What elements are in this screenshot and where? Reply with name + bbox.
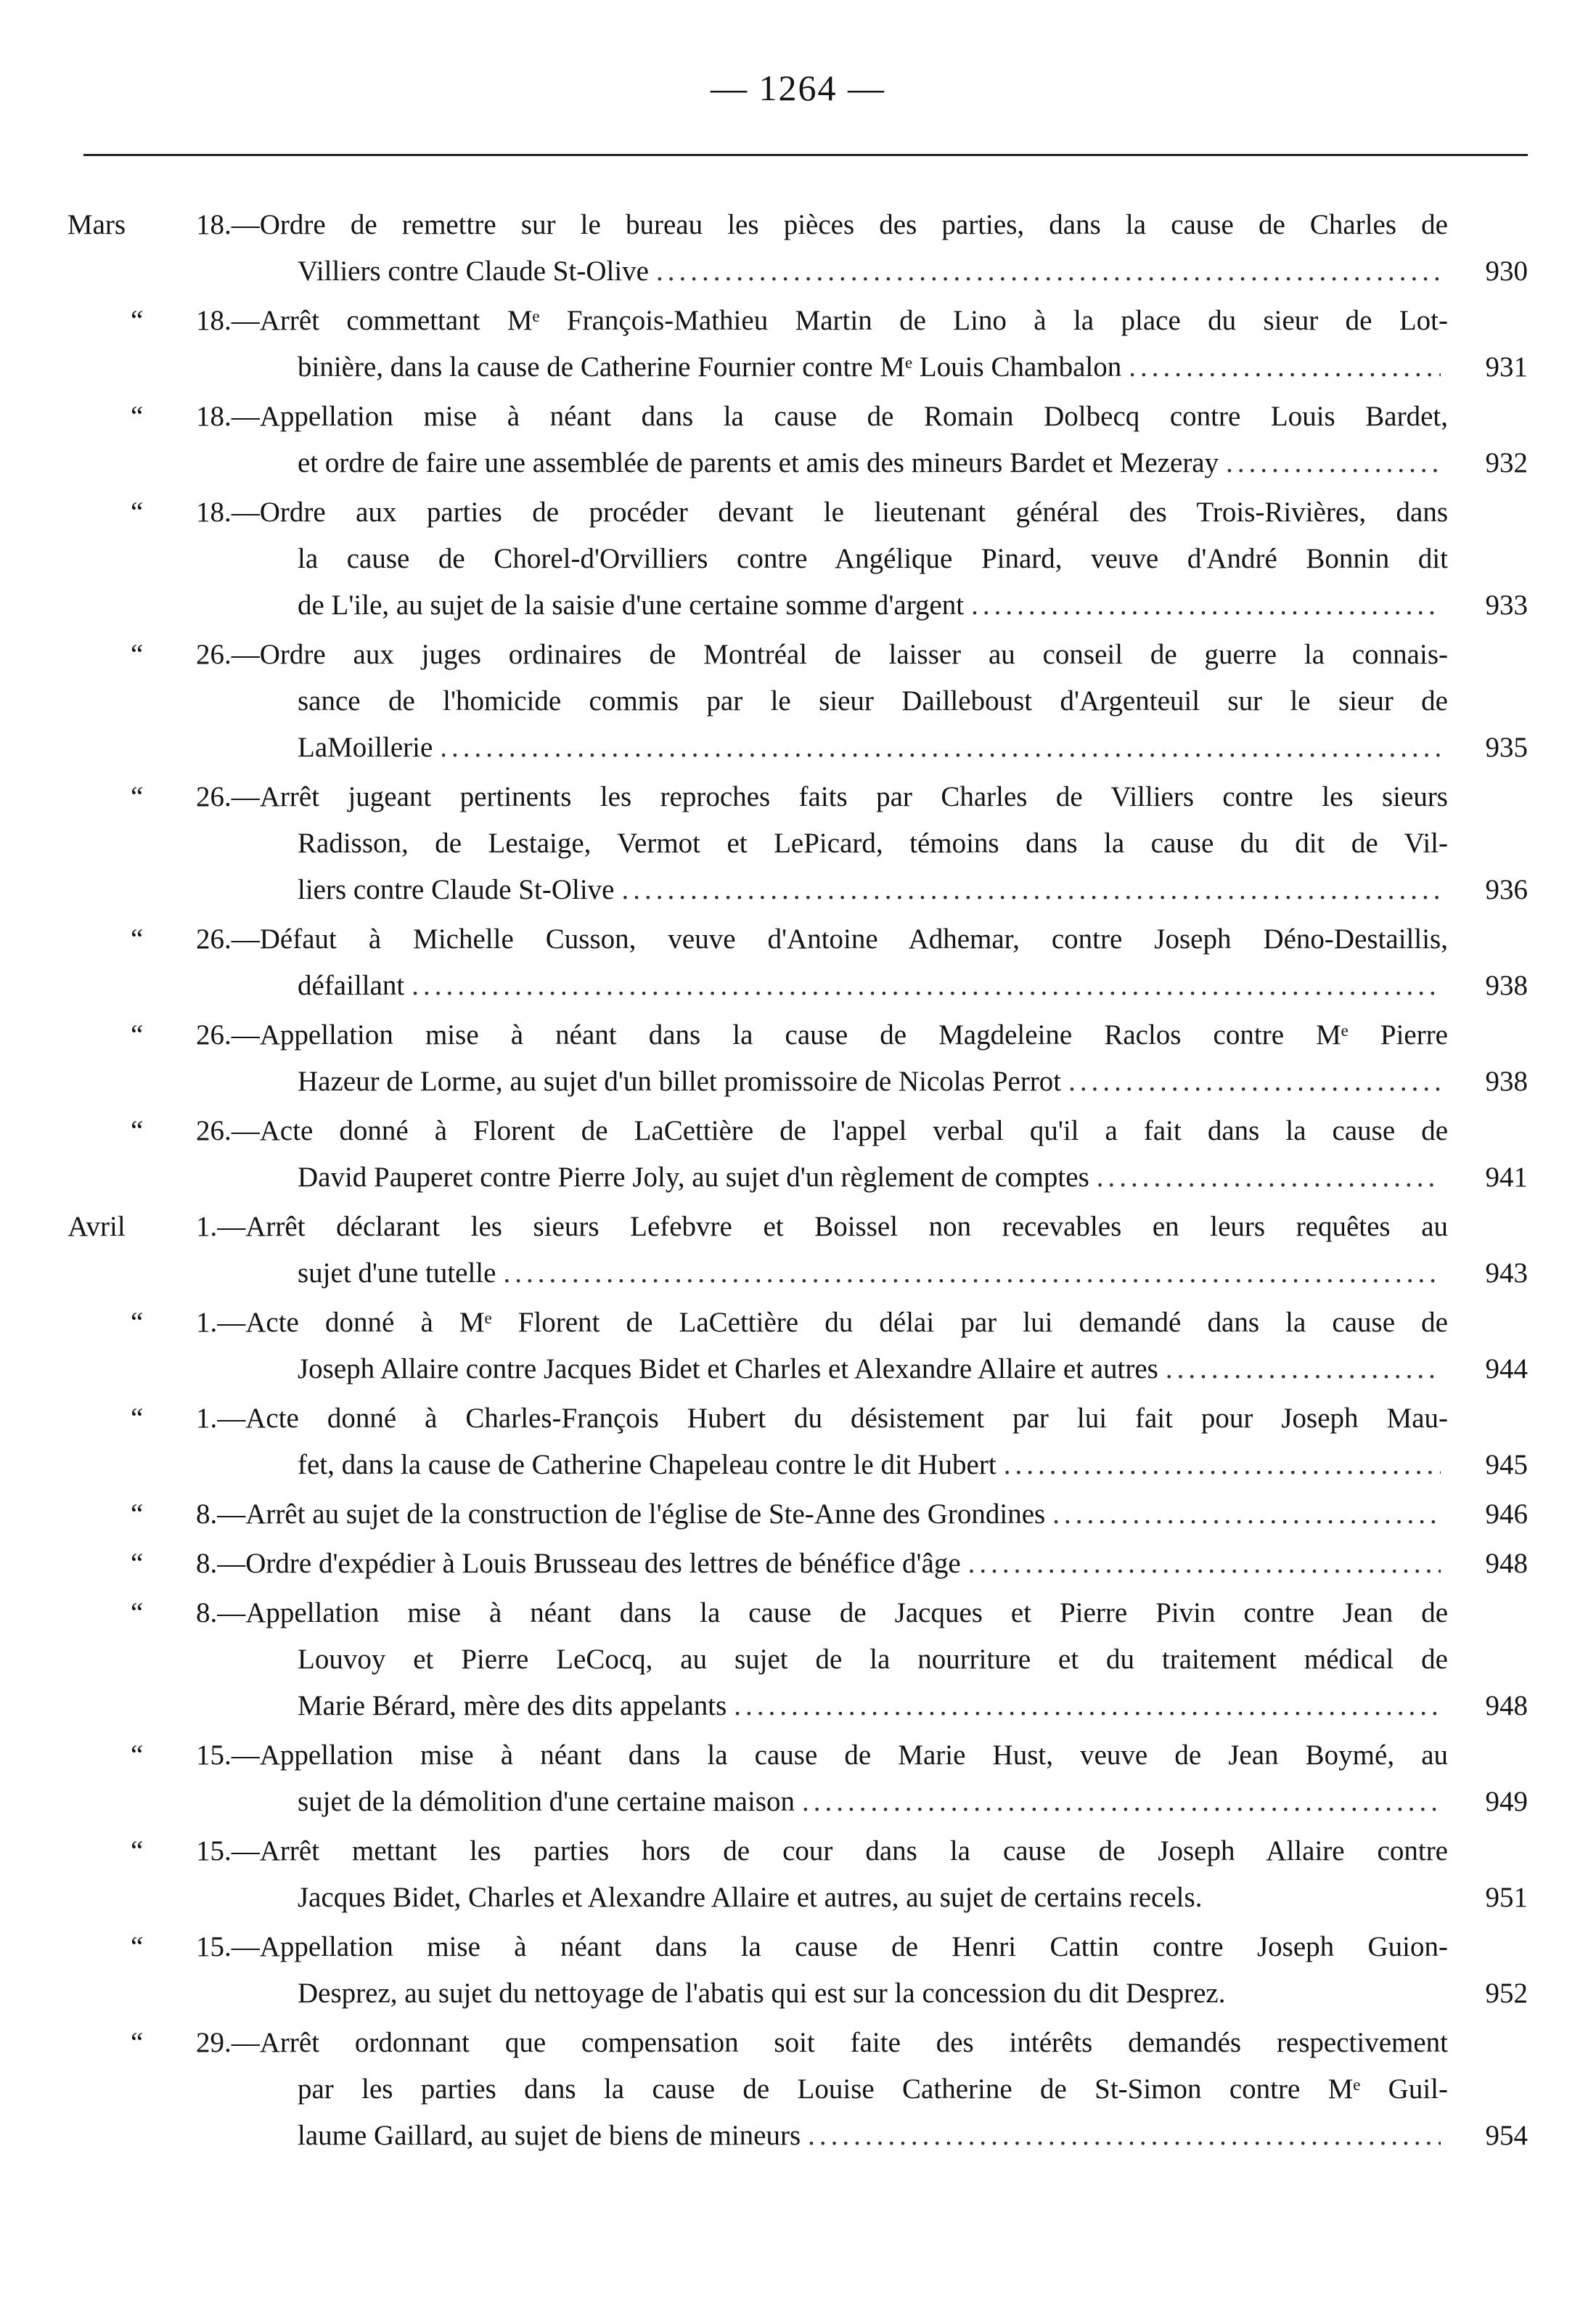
entry-page-number: 948 <box>1485 1548 1528 1579</box>
list-item <box>0 1924 1596 2017</box>
entry-page-number: 936 <box>1485 874 1528 905</box>
list-item <box>0 1395 1596 1488</box>
leader-dots <box>1226 440 1441 486</box>
ditto-mark: “ <box>131 639 144 670</box>
ditto-mark: “ <box>131 305 144 336</box>
entry-continuation-line: Radisson, de Lestaige, Vermot et LePicard, témoins dans la cause du dit de Vil- <box>298 828 1448 859</box>
entry-month: Mars <box>67 209 126 240</box>
ditto-mark: “ <box>131 1597 144 1628</box>
entry-first-line: 26.—Appellation mise à néant dans la cause de Magdeleine Raclos contre Mᵉ Pierre <box>196 1019 1448 1051</box>
entry-page-number: 948 <box>1485 1690 1528 1721</box>
entry-content <box>196 1108 1528 1201</box>
entry-last-line <box>196 582 1448 629</box>
entry-last-line <box>196 1442 1448 1488</box>
list-item <box>0 1108 1596 1201</box>
entry-page-number: 931 <box>1485 351 1528 383</box>
leader-dots <box>412 963 1441 1009</box>
ditto-mark: “ <box>131 1115 144 1146</box>
entry-first-line: 8.—Appellation mise à néant dans la cause de Jacques et Pierre Pivin contre Jean de <box>196 1597 1448 1628</box>
entry-first-line: 1.—Acte donné à Charles-François Hubert du désistement par lui fait pour Joseph Mau- <box>196 1403 1448 1434</box>
leader-dots <box>968 1541 1441 1587</box>
entry-month: Avril <box>67 1211 126 1242</box>
entry-last-line <box>196 2113 1448 2159</box>
list-item <box>0 1590 1596 1729</box>
entry-content <box>196 298 1528 391</box>
leader-dots <box>621 867 1441 913</box>
leader-dots <box>656 248 1441 295</box>
entry-content <box>196 916 1528 1009</box>
entry-content <box>196 489 1528 629</box>
entry-last-line <box>196 867 1448 913</box>
leader-dots <box>734 1683 1441 1729</box>
entry-content <box>196 1590 1528 1729</box>
ditto-mark: “ <box>131 1931 144 1962</box>
entry-content <box>196 1732 1528 1825</box>
entry-content <box>196 632 1528 771</box>
list-item <box>0 1541 1596 1587</box>
list-item <box>0 1491 1596 1538</box>
list-item <box>0 1828 1596 1921</box>
entry-first-line: 15.—Appellation mise à néant dans la cause de Marie Hust, veuve de Jean Boymé, au <box>196 1739 1448 1771</box>
entry-content <box>196 1491 1528 1538</box>
leader-dots <box>440 725 1441 771</box>
entry-content <box>196 1395 1528 1488</box>
entry-text: laume Gaillard, au sujet de biens de mineurs <box>298 2120 801 2151</box>
list-item <box>0 393 1596 486</box>
entry-text: liers contre Claude St-Olive <box>298 874 615 905</box>
entry-text: David Pauperet contre Pierre Joly, au sujet d'un règlement de comptes <box>298 1162 1089 1193</box>
entry-first-line: 15.—Arrêt mettant les parties hors de cour dans la cause de Joseph Allaire contre <box>196 1835 1448 1867</box>
entry-last-line <box>196 344 1448 391</box>
entry-first-line: 26.—Défaut à Michelle Cusson, veuve d'Antoine Adhemar, contre Joseph Déno-Destaillis, <box>196 923 1448 955</box>
entry-page-number: 933 <box>1485 590 1528 621</box>
entry-first-line: 26.—Acte donné à Florent de LaCettière de l'appel verbal qu'il a fait dans la cause de <box>196 1115 1448 1146</box>
entry-page-number: 930 <box>1485 256 1528 287</box>
entry-page-number: 949 <box>1485 1786 1528 1817</box>
entry-content <box>196 1541 1528 1587</box>
ditto-mark: “ <box>131 1403 144 1434</box>
list-item <box>0 632 1596 771</box>
entry-first-line: 1.—Acte donné à Mᵉ Florent de LaCettière du délai par lui demandé dans la cause de <box>196 1307 1448 1338</box>
ditto-mark: “ <box>131 1019 144 1051</box>
list-item <box>0 202 1596 295</box>
leader-dots <box>802 1779 1441 1825</box>
entry-first-line: 18.—Appellation mise à néant dans la cause de Romain Dolbecq contre Louis Bardet, <box>196 401 1448 432</box>
entry-text: sujet d'une tutelle <box>298 1257 496 1289</box>
entry-text: Hazeur de Lorme, au sujet d'un billet promissoire de Nicolas Perrot <box>298 1066 1062 1097</box>
entry-last-line <box>196 1970 1448 2017</box>
entry-text: binière, dans la cause de Catherine Fournier contre Mᵉ Louis Chambalon <box>298 351 1122 383</box>
entry-continuation-line: par les parties dans la cause de Louise Catherine de St-Simon contre Mᵉ Guil- <box>298 2073 1448 2105</box>
entry-first-line: 18.—Arrêt commettant Mᵉ François-Mathieu Martin de Lino à la place du sieur de Lot- <box>196 305 1448 336</box>
entry-text: 8.—Arrêt au sujet de la construction de l'église de Ste-Anne des Grondines <box>196 1498 1046 1530</box>
entry-text: Desprez, au sujet du nettoyage de l'abatis qui est sur la concession du dit Desprez. <box>298 1978 1226 2009</box>
entry-last-line <box>196 248 1448 295</box>
leader-dots <box>971 582 1441 629</box>
leader-dots <box>503 1250 1441 1297</box>
entry-text: Joseph Allaire contre Jacques Bidet et Charles et Alexandre Allaire et autres <box>298 1353 1158 1384</box>
entry-last-line <box>196 1250 1448 1297</box>
entry-content <box>196 1300 1528 1392</box>
entry-text: fet, dans la cause de Catherine Chapeleau contre le dit Hubert <box>298 1449 997 1480</box>
entry-text: défaillant <box>298 970 405 1001</box>
entry-page-number: 951 <box>1485 1882 1528 1913</box>
leader-dots <box>1052 1491 1441 1538</box>
entry-first-line: 18.—Ordre de remettre sur le bureau les pièces des parties, dans la cause de Charles de <box>196 209 1448 240</box>
entry-continuation-line: la cause de Chorel-d'Orvilliers contre Angélique Pinard, veuve d'André Bonnin dit <box>298 543 1448 574</box>
entry-first-line: 26.—Ordre aux juges ordinaires de Montréal de laisser au conseil de guerre la connais- <box>196 639 1448 670</box>
entry-page-number: 945 <box>1485 1449 1528 1480</box>
list-item <box>0 774 1596 913</box>
entry-page-number: 946 <box>1485 1498 1528 1530</box>
entry-content <box>196 774 1528 913</box>
list-item <box>0 2020 1596 2159</box>
ditto-mark: “ <box>131 781 144 812</box>
entry-text: et ordre de faire une assemblée de parents et amis des mineurs Bardet et Mezeray <box>298 447 1219 478</box>
entry-page-number: 935 <box>1485 732 1528 763</box>
leader-dots <box>1166 1346 1441 1392</box>
entry-last-line <box>196 1875 1448 1921</box>
entry-text: LaMoillerie <box>298 732 433 763</box>
entry-text: sujet de la démolition d'une certaine maison <box>298 1786 795 1817</box>
entry-first-line: 26.—Arrêt jugeant pertinents les reproches faits par Charles de Villiers contre les sieurs <box>196 781 1448 812</box>
entry-last-line <box>196 1491 1448 1538</box>
list-item <box>0 1300 1596 1392</box>
ditto-mark: “ <box>131 497 144 528</box>
list-item <box>0 489 1596 629</box>
list-item <box>0 1204 1596 1297</box>
header-rule <box>83 154 1528 156</box>
ditto-mark: “ <box>131 923 144 955</box>
ditto-mark: “ <box>131 1835 144 1867</box>
entry-continuation-line: Louvoy et Pierre LeCocq, au sujet de la nourriture et du traitement médical de <box>298 1644 1448 1675</box>
entry-page-number: 941 <box>1485 1162 1528 1193</box>
entry-first-line: 29.—Arrêt ordonnant que compensation soit faite des intérêts demandés respectivement <box>196 2027 1448 2058</box>
entry-last-line <box>196 1779 1448 1825</box>
ditto-mark: “ <box>131 2027 144 2058</box>
list-item <box>0 1012 1596 1105</box>
entry-text: 8.—Ordre d'expédier à Louis Brusseau des lettres de bénéfice d'âge <box>196 1548 961 1579</box>
entry-last-line <box>196 440 1448 486</box>
leader-dots <box>1068 1058 1441 1105</box>
entry-last-line <box>196 1058 1448 1105</box>
entry-last-line <box>196 1541 1448 1587</box>
entry-text: Villiers contre Claude St-Olive <box>298 256 649 287</box>
list-item <box>0 1732 1596 1825</box>
entry-last-line <box>196 963 1448 1009</box>
entry-text: Marie Bérard, mère des dits appelants <box>298 1690 727 1721</box>
page-number-header: — 1264 — <box>711 68 885 108</box>
entry-page-number: 932 <box>1485 447 1528 478</box>
entry-content <box>196 1204 1528 1297</box>
entry-last-line <box>196 1154 1448 1201</box>
list-item <box>0 916 1596 1009</box>
entry-page-number: 952 <box>1485 1978 1528 2009</box>
entry-continuation-line: sance de l'homicide commis par le sieur Dailleboust d'Argenteuil sur le sieur de <box>298 685 1448 717</box>
entry-page-number: 943 <box>1485 1257 1528 1289</box>
entry-content <box>196 1012 1528 1105</box>
ditto-mark: “ <box>131 401 144 432</box>
leader-dots <box>1097 1154 1441 1201</box>
leader-dots <box>1004 1442 1441 1488</box>
ditto-mark: “ <box>131 1307 144 1338</box>
entry-text: Jacques Bidet, Charles et Alexandre Allaire et autres, au sujet de certains recels. <box>298 1882 1203 1913</box>
entry-last-line <box>196 1346 1448 1392</box>
entry-content <box>196 393 1528 486</box>
entry-text: de L'ile, au sujet de la saisie d'une certaine somme d'argent <box>298 590 965 621</box>
entry-content <box>196 1828 1528 1921</box>
entry-last-line <box>196 1683 1448 1729</box>
entry-content <box>196 2020 1528 2159</box>
entry-page-number: 938 <box>1485 970 1528 1001</box>
entry-first-line: 18.—Ordre aux parties de procéder devant le lieutenant général des Trois-Rivières, dans <box>196 497 1448 528</box>
ditto-mark: “ <box>131 1498 144 1530</box>
entries-list <box>0 202 1596 2162</box>
entry-page-number: 938 <box>1485 1066 1528 1097</box>
entry-last-line <box>196 725 1448 771</box>
leader-dots <box>808 2113 1441 2159</box>
ditto-mark: “ <box>131 1548 144 1579</box>
entry-content <box>196 202 1528 295</box>
entry-page-number: 954 <box>1485 2120 1528 2151</box>
entry-first-line: 15.—Appellation mise à néant dans la cause de Henri Cattin contre Joseph Guion- <box>196 1931 1448 1962</box>
leader-dots <box>1129 344 1441 391</box>
list-item <box>0 298 1596 391</box>
entry-content <box>196 1924 1528 2017</box>
entry-first-line: 1.—Arrêt déclarant les sieurs Lefebvre et Boissel non recevables en leurs requêtes au <box>196 1211 1448 1242</box>
ditto-mark: “ <box>131 1739 144 1771</box>
entry-page-number: 944 <box>1485 1353 1528 1384</box>
